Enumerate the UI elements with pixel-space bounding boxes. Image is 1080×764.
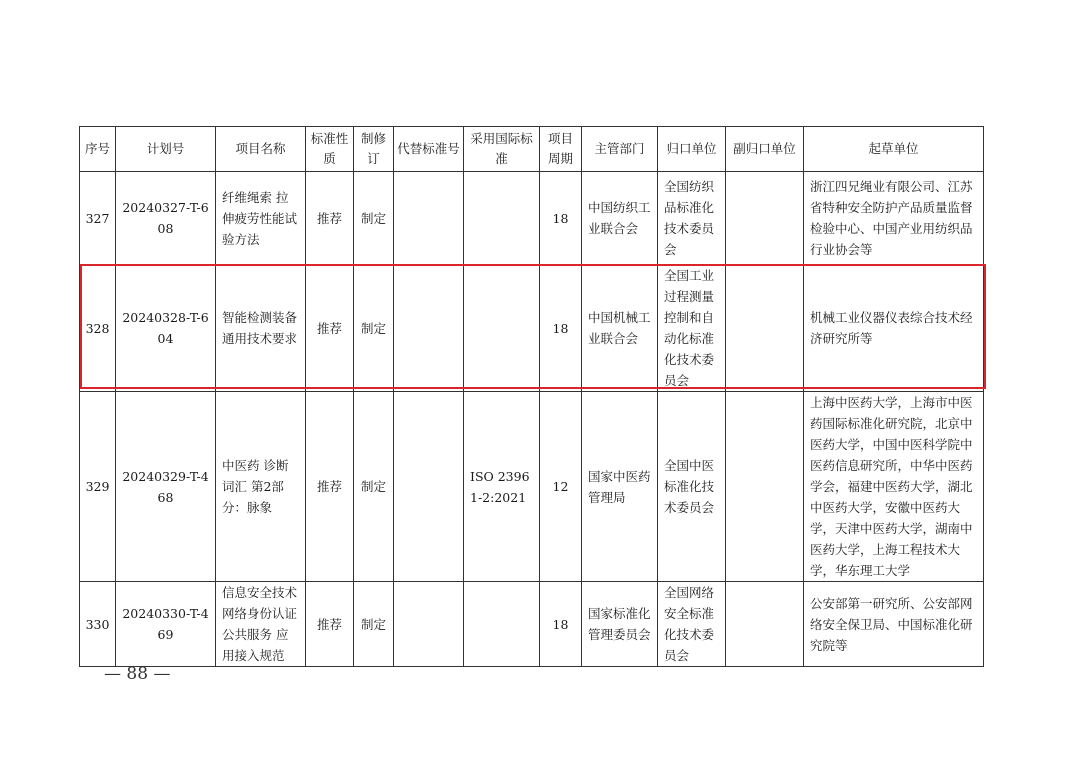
- table-row: [80, 582, 984, 667]
- cell-period: 18: [540, 265, 582, 392]
- cell-owner: 全国网络安全标准化技术委员会: [658, 582, 726, 667]
- cell-dept: 中国机械工业联合会: [582, 265, 658, 392]
- header-drafter: 起草单位: [804, 127, 984, 172]
- cell-seq: 328: [80, 265, 116, 392]
- cell-owner: 全国中医标准化技术委员会: [658, 392, 726, 582]
- cell-vice-owner: [726, 392, 804, 582]
- cell-period: 12: [540, 392, 582, 582]
- cell-owner: 全国纺织品标准化技术委员会: [658, 172, 726, 265]
- cell-period: 18: [540, 582, 582, 667]
- cell-project-name: 智能检测装备通用技术要求: [216, 265, 306, 392]
- table-row: [80, 392, 984, 582]
- table-row: [80, 172, 984, 265]
- cell-replace-std: [394, 172, 464, 265]
- cell-project-name: 中医药 诊断词汇 第2部分：脉象: [216, 392, 306, 582]
- cell-plan-no: 20240327-T-608: [116, 172, 216, 265]
- cell-std-nature: 推荐: [306, 582, 354, 667]
- cell-replace-std: [394, 582, 464, 667]
- cell-vice-owner: [726, 582, 804, 667]
- header-revise: 制修订: [354, 127, 394, 172]
- cell-drafter: 机械工业仪器仪表综合技术经济研究所等: [804, 265, 984, 392]
- cell-plan-no: 20240330-T-469: [116, 582, 216, 667]
- cell-vice-owner: [726, 265, 804, 392]
- cell-dept: 国家中医药管理局: [582, 392, 658, 582]
- cell-project-name: 纤维绳索 拉伸疲劳性能试验方法: [216, 172, 306, 265]
- cell-drafter: 公安部第一研究所、公安部网络安全保卫局、中国标准化研究院等: [804, 582, 984, 667]
- standards-plan-table: [79, 126, 984, 667]
- header-seq: 序号: [80, 127, 116, 172]
- cell-project-name: 信息安全技术 网络身份认证公共服务 应用接入规范: [216, 582, 306, 667]
- cell-drafter: 浙江四兄绳业有限公司、江苏省特种安全防护产品质量监督检验中心、中国产业用纺织品行业协会等: [804, 172, 984, 265]
- cell-dept: 中国纺织工业联合会: [582, 172, 658, 265]
- cell-plan-no: 20240329-T-468: [116, 392, 216, 582]
- cell-drafter: 上海中医药大学，上海市中医药国际标准化研究院，北京中医药大学，中国中医科学院中医药信息研究所，中华中医药学会，福建中医药大学，湖北中医药大学，安徽中医药大学，天津中医药大学，湖南中医药大学，上海工程技术大学，华东理工大学: [804, 392, 984, 582]
- header-period: 项目周期: [540, 127, 582, 172]
- header-replace-std: 代替标准号: [394, 127, 464, 172]
- cell-revise: 制定: [354, 172, 394, 265]
- table-row: [80, 265, 984, 392]
- page-number: — 88 —: [104, 664, 171, 684]
- cell-plan-no: 20240328-T-604: [116, 265, 216, 392]
- cell-seq: 330: [80, 582, 116, 667]
- header-adopt-intl: 采用国际标准: [464, 127, 540, 172]
- table-header-row: [80, 127, 984, 172]
- header-owner: 归口单位: [658, 127, 726, 172]
- cell-seq: 329: [80, 392, 116, 582]
- header-project-name: 项目名称: [216, 127, 306, 172]
- cell-adopt-intl: [464, 582, 540, 667]
- header-dept: 主管部门: [582, 127, 658, 172]
- cell-adopt-intl: [464, 172, 540, 265]
- cell-std-nature: 推荐: [306, 172, 354, 265]
- cell-replace-std: [394, 392, 464, 582]
- cell-period: 18: [540, 172, 582, 265]
- cell-std-nature: 推荐: [306, 265, 354, 392]
- cell-adopt-intl: [464, 265, 540, 392]
- cell-replace-std: [394, 265, 464, 392]
- header-std-nature: 标准性质: [306, 127, 354, 172]
- header-vice-owner: 副归口单位: [726, 127, 804, 172]
- cell-adopt-intl: ISO 23961-2:2021: [464, 392, 540, 582]
- cell-seq: 327: [80, 172, 116, 265]
- cell-revise: 制定: [354, 582, 394, 667]
- cell-dept: 国家标准化管理委员会: [582, 582, 658, 667]
- header-plan-no: 计划号: [116, 127, 216, 172]
- cell-owner: 全国工业过程测量控制和自动化标准化技术委员会: [658, 265, 726, 392]
- cell-revise: 制定: [354, 392, 394, 582]
- cell-vice-owner: [726, 172, 804, 265]
- cell-revise: 制定: [354, 265, 394, 392]
- cell-std-nature: 推荐: [306, 392, 354, 582]
